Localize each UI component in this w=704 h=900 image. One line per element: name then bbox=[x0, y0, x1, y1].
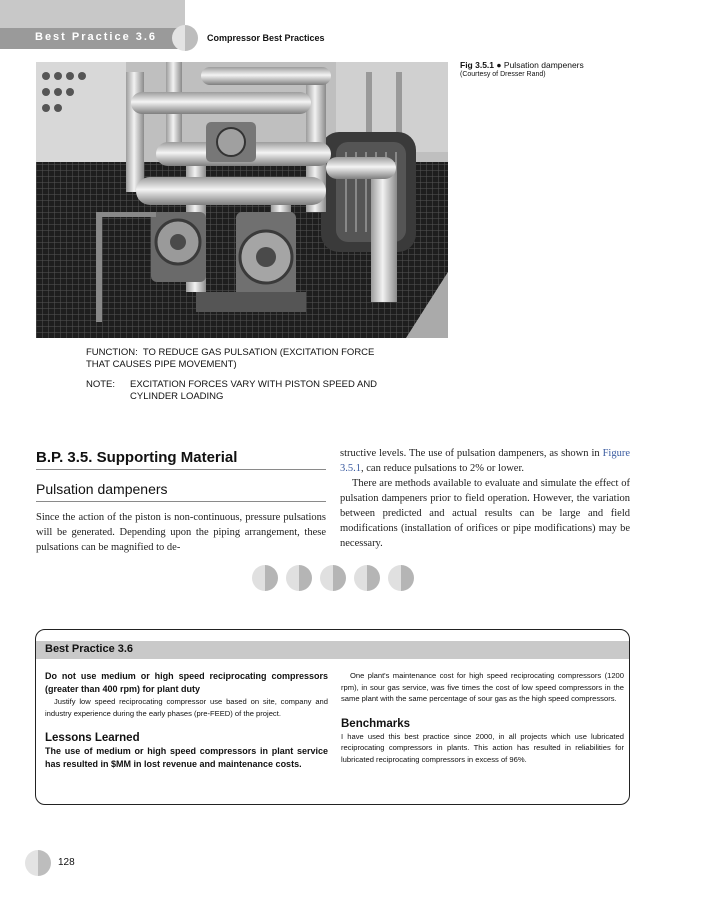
function-text bbox=[86, 347, 374, 371]
subsection-heading: Pulsation dampeners bbox=[36, 481, 168, 497]
chapter-title: Compressor Best Practices bbox=[207, 33, 325, 43]
right-paragraph-2: There are methods available to evaluate and simulate the effect of pulsation dampeners prior to field operation. However, the variation between predicted and actual results can be large and field modifications (installation of orifices or pipe modifications) may be necessary. bbox=[340, 478, 630, 549]
note-label: NOTE: bbox=[86, 379, 116, 390]
para1-text-a: structive levels. The use of pulsation dampeners, as shown in bbox=[340, 448, 603, 459]
half-circle-icon bbox=[388, 565, 414, 591]
half-circle-icon bbox=[320, 565, 346, 591]
best-practice-box bbox=[35, 629, 630, 805]
figure-number: Fig 3.5.1 bbox=[460, 60, 495, 70]
section-label: Best Practice 3.6 bbox=[35, 31, 158, 43]
practice-justification: Justify low speed reciprocating compressor use based on site, company and industry experience during the early phases (pre-FEED) of the project. bbox=[45, 697, 328, 718]
compressor-photo-illustration bbox=[36, 62, 448, 338]
right-paragraph-1 bbox=[340, 446, 630, 476]
left-body-text: Since the action of the piston is non-continuous, pressure pulsations will be generated. Depending upon the piping arrangement, these pulsations can be magnified to de- bbox=[36, 512, 326, 553]
figure-link[interactable]: Figure 3.5.1 bbox=[340, 448, 630, 474]
heading-rule bbox=[36, 469, 326, 470]
note-line-1: EXCITATION FORCES VARY WITH PISTON SPEED AND bbox=[130, 379, 378, 390]
note-line-2: CYLINDER LOADING bbox=[130, 391, 224, 402]
half-circle-icon bbox=[252, 565, 278, 591]
right-body-text bbox=[340, 446, 630, 551]
header-half-circle-icon bbox=[172, 25, 198, 51]
page-number: 128 bbox=[58, 857, 75, 868]
figure-title: Pulsation dampeners bbox=[503, 60, 584, 70]
function-line-1: TO REDUCE GAS PULSATION (EXCITATION FORCE bbox=[142, 347, 375, 358]
figure-photo bbox=[36, 62, 448, 338]
box-header bbox=[36, 641, 629, 659]
footer-half-circle-icon bbox=[25, 850, 51, 876]
figure-caption bbox=[460, 60, 584, 78]
figure-credit: (Courtesy of Dresser Rand) bbox=[460, 71, 546, 78]
note-text bbox=[130, 379, 377, 403]
box-left-column bbox=[45, 670, 328, 771]
benchmarks-heading: Benchmarks bbox=[341, 717, 411, 730]
benchmarks-text: I have used this best practice since 2000, in all projects which use lubricated reciprocating compressors in plants. This action has resulted in reliabilities for lubricated reciprocating compressors in excess of 96%. bbox=[341, 731, 624, 764]
para1-text-b: , can reduce pulsations to 2% or lower. bbox=[361, 463, 524, 474]
subheading-rule bbox=[36, 501, 326, 502]
caption-bullet: ● bbox=[496, 60, 502, 70]
box-title: Best Practice 3.6 bbox=[45, 643, 134, 655]
half-circle-icon bbox=[286, 565, 312, 591]
half-circle-icon bbox=[354, 565, 380, 591]
box-right-column bbox=[341, 670, 624, 765]
maintenance-cost-text: One plant's maintenance cost for high speed reciprocating compressors (1200 rpm), in sour gas service, was five times the cost of low speed compressors in the same plant with the same percentage of sour gas as the high speed compressors. bbox=[341, 671, 624, 703]
function-line-2: THAT CAUSES PIPE MOVEMENT) bbox=[86, 359, 237, 370]
lessons-learned-text: The use of medium or high speed compressors in plant service has resulted in $MM in lost revenue and maintenance costs. bbox=[45, 746, 328, 769]
section-heading: B.P. 3.5. Supporting Material bbox=[36, 449, 238, 466]
lessons-learned-heading: Lessons Learned bbox=[45, 732, 140, 744]
function-label: FUNCTION: bbox=[86, 347, 138, 358]
practice-statement: Do not use medium or high speed reciprocating compressors (greater than 400 rpm) for plant duty bbox=[45, 671, 328, 694]
